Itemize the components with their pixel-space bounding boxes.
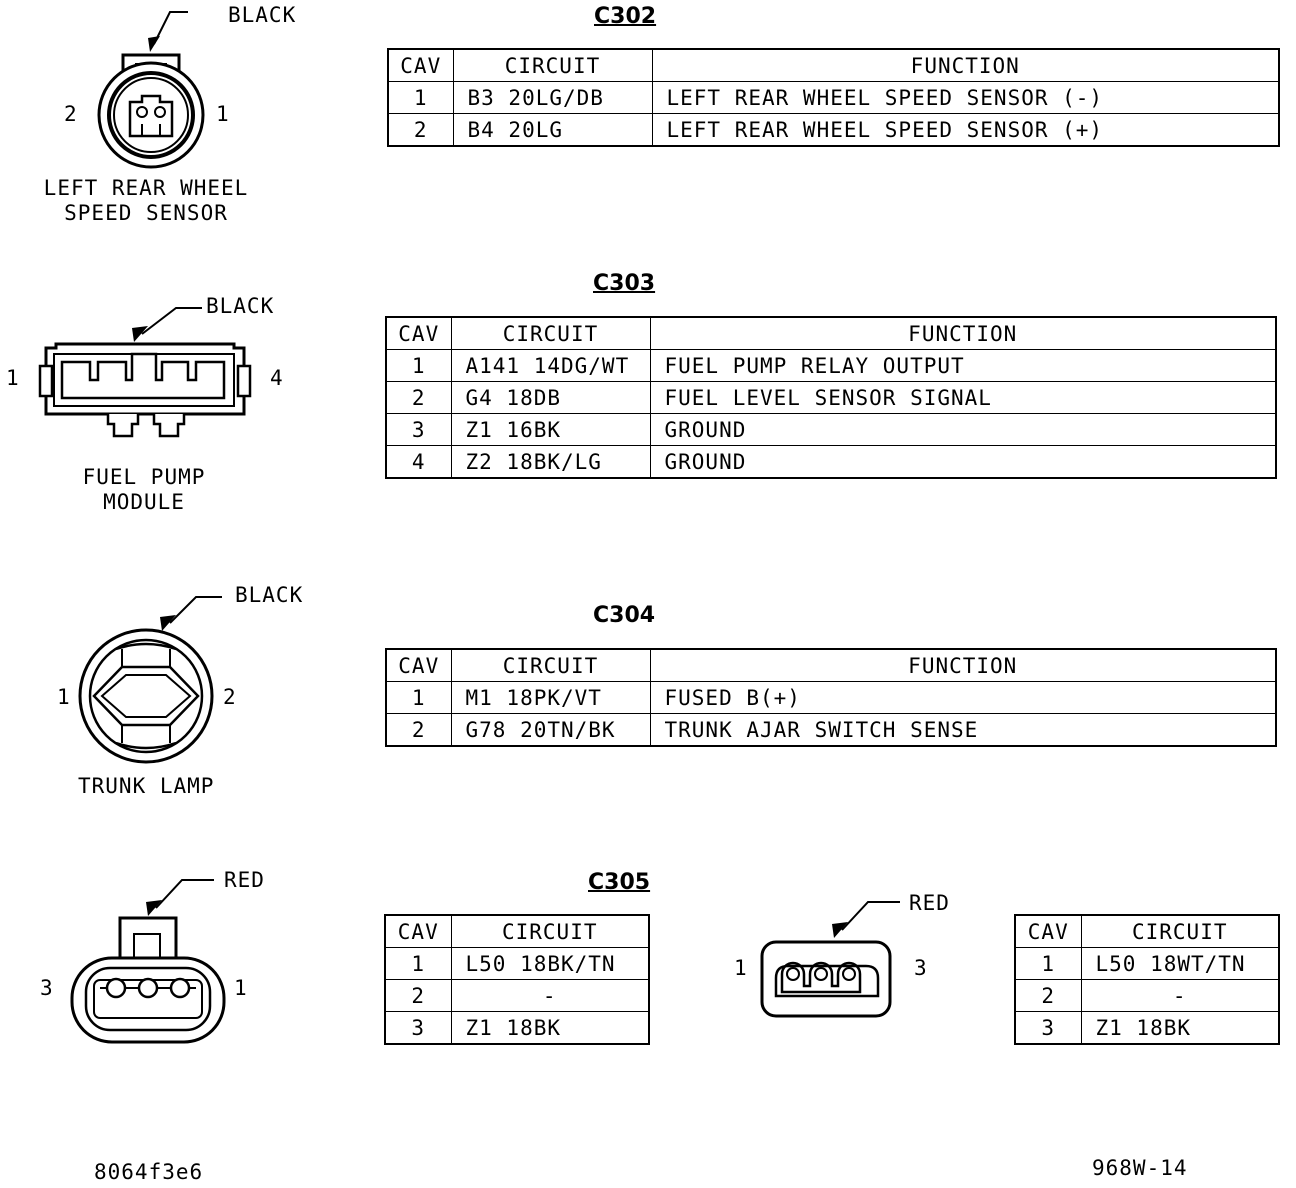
- c303-pin-right: 4: [270, 366, 284, 390]
- header-circuit: CIRCUIT: [451, 317, 650, 350]
- c305-right-pin-left: 1: [734, 956, 748, 980]
- c304-pin-right: 2: [223, 685, 237, 709]
- header-cav: CAV: [386, 317, 451, 350]
- table-row: [1015, 948, 1279, 980]
- table-row: [1015, 980, 1279, 1012]
- c305-right-pin-right: 3: [914, 956, 928, 980]
- table-row: [388, 82, 1279, 114]
- cav-cell: 1: [385, 948, 451, 980]
- header-circuit: CIRCUIT: [451, 649, 650, 682]
- c305-right-color-label: RED: [909, 891, 950, 915]
- circuit-cell: G4 18DB: [451, 382, 650, 414]
- table-row: [386, 382, 1276, 414]
- c302-color-label: BLACK: [228, 3, 297, 27]
- cav-cell: 1: [386, 682, 451, 714]
- header-cav: CAV: [386, 649, 451, 682]
- c303-color-label: BLACK: [206, 294, 275, 318]
- circuit-cell: Z2 18BK/LG: [451, 446, 650, 479]
- c302-connector-drawing: [90, 0, 230, 175]
- circuit-cell: L50 18WT/TN: [1081, 948, 1279, 980]
- table-row: [386, 682, 1276, 714]
- header-function: FUNCTION: [650, 317, 1276, 350]
- c305-left-pin-right: 1: [234, 976, 248, 1000]
- function-cell: LEFT REAR WHEEL SPEED SENSOR (-): [652, 82, 1279, 114]
- table-row: [388, 114, 1279, 147]
- c304-connector-drawing: [74, 585, 244, 775]
- cav-cell: 3: [386, 414, 451, 446]
- c305-left-connector-drawing: [64, 868, 234, 1048]
- circuit-cell: L50 18BK/TN: [451, 948, 649, 980]
- circuit-cell: A141 14DG/WT: [451, 350, 650, 382]
- function-cell: FUSED B(+): [650, 682, 1276, 714]
- circuit-cell: G78 20TN/BK: [451, 714, 650, 747]
- circuit-cell: M1 18PK/VT: [451, 682, 650, 714]
- c305-left-pin-left: 3: [40, 976, 54, 1000]
- header-cav: CAV: [385, 915, 451, 948]
- table-header-row: [386, 317, 1276, 350]
- c304-color-label: BLACK: [235, 583, 304, 607]
- c304-pin-left: 1: [57, 685, 71, 709]
- table-header-row: [388, 49, 1279, 82]
- cav-cell: 2: [385, 980, 451, 1012]
- c305-left-color-label: RED: [224, 868, 265, 892]
- function-cell: GROUND: [650, 446, 1276, 479]
- header-function: FUNCTION: [650, 649, 1276, 682]
- c304-pinout-table: [385, 648, 1277, 747]
- c302-pinout-table: [387, 48, 1280, 147]
- cav-cell: 3: [1015, 1012, 1081, 1045]
- function-cell: FUEL PUMP RELAY OUTPUT: [650, 350, 1276, 382]
- table-row: [386, 446, 1276, 479]
- circuit-cell: Z1 16BK: [451, 414, 650, 446]
- header-cav: CAV: [1015, 915, 1081, 948]
- c303-pinout-table: [385, 316, 1277, 479]
- table-row: [386, 714, 1276, 747]
- c303-name-line1: FUEL PUMP: [82, 465, 206, 489]
- function-cell: LEFT REAR WHEEL SPEED SENSOR (+): [652, 114, 1279, 147]
- cav-cell: 2: [388, 114, 453, 147]
- cav-cell: 3: [385, 1012, 451, 1045]
- cav-cell: 1: [1015, 948, 1081, 980]
- c305-right-pinout-table: [1014, 914, 1280, 1045]
- header-cav: CAV: [388, 49, 453, 82]
- c303-connector-name: [44, 465, 244, 515]
- c302-connector-name: [36, 176, 256, 226]
- table-row: [385, 1012, 649, 1045]
- header-circuit: CIRCUIT: [451, 915, 649, 948]
- circuit-cell: -: [451, 980, 649, 1012]
- footer-left-code: 8064f3e6: [94, 1160, 204, 1184]
- table-row: [1015, 1012, 1279, 1045]
- cav-cell: 2: [386, 714, 451, 747]
- c302-title: C302: [594, 4, 657, 29]
- circuit-cell: Z1 18BK: [451, 1012, 649, 1045]
- header-circuit: CIRCUIT: [453, 49, 652, 82]
- table-header-row: [385, 915, 649, 948]
- header-function: FUNCTION: [652, 49, 1279, 82]
- c304-title: C304: [593, 603, 656, 628]
- c303-connector-drawing: [36, 296, 266, 446]
- cav-cell: 2: [386, 382, 451, 414]
- function-cell: TRUNK AJAR SWITCH SENSE: [650, 714, 1276, 747]
- c304-connector-name: TRUNK LAMP: [78, 774, 215, 798]
- footer-right-code: 968W-14: [1092, 1156, 1188, 1180]
- cav-cell: 2: [1015, 980, 1081, 1012]
- header-circuit: CIRCUIT: [1081, 915, 1279, 948]
- function-cell: GROUND: [650, 414, 1276, 446]
- cav-cell: 1: [386, 350, 451, 382]
- function-cell: FUEL LEVEL SENSOR SIGNAL: [650, 382, 1276, 414]
- c302-pin-left: 2: [64, 102, 78, 126]
- table-header-row: [386, 649, 1276, 682]
- c302-name-line1: LEFT REAR WHEEL: [43, 176, 249, 200]
- circuit-cell: Z1 18BK: [1081, 1012, 1279, 1045]
- c302-pin-right: 1: [216, 102, 230, 126]
- c305-right-connector-drawing: [754, 892, 904, 1022]
- circuit-cell: B3 20LG/DB: [453, 82, 652, 114]
- table-row: [385, 948, 649, 980]
- c303-pin-left: 1: [6, 366, 20, 390]
- cav-cell: 4: [386, 446, 451, 479]
- table-row: [386, 350, 1276, 382]
- cav-cell: 1: [388, 82, 453, 114]
- c305-left-pinout-table: [384, 914, 650, 1045]
- c303-name-line2: MODULE: [103, 490, 185, 514]
- c302-name-line2: SPEED SENSOR: [64, 201, 228, 225]
- circuit-cell: B4 20LG: [453, 114, 652, 147]
- table-header-row: [1015, 915, 1279, 948]
- circuit-cell: -: [1081, 980, 1279, 1012]
- c303-title: C303: [593, 271, 656, 296]
- table-row: [386, 414, 1276, 446]
- c305-title: C305: [588, 870, 651, 895]
- table-row: [385, 980, 649, 1012]
